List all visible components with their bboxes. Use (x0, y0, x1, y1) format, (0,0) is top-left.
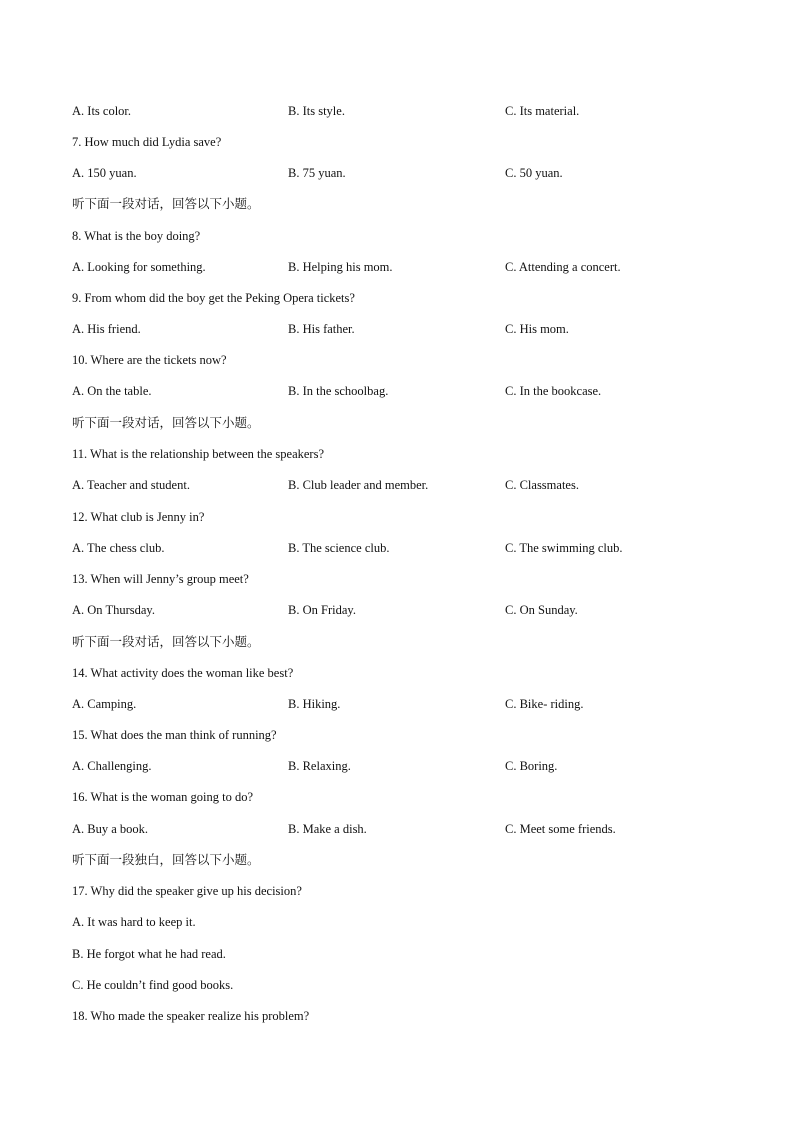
q6-option-a: A. Its color. (72, 104, 132, 118)
q16-option-c: C. Meet some friends. (505, 822, 616, 836)
q9-question: 9. From whom did the boy get the Peking Opera tickets? (72, 291, 355, 305)
q12-option-c: C. The swimming club. (505, 541, 623, 555)
q17-option-c: C. He couldn’t find good books. (72, 978, 234, 992)
q8-option-a: A. Looking for something. (72, 260, 206, 274)
q14-question: 14. What activity does the woman like best? (72, 666, 294, 680)
q15-question: 15. What does the man think of running? (72, 728, 277, 742)
q16-option-b: B. Make a dish. (288, 822, 367, 836)
q17-question: 17. Why did the speaker give up his decision? (72, 884, 302, 898)
q8-question: 8. What is the boy doing? (72, 229, 201, 243)
q15-option-b: B. Relaxing. (288, 759, 351, 773)
q10-options (0, 383, 794, 399)
q12-options (0, 540, 794, 556)
q15-option-a: A. Challenging. (72, 759, 152, 773)
q8-option-b: B. Helping his mom. (288, 260, 393, 274)
q13-question: 13. When will Jenny’s group meet? (72, 572, 249, 586)
q14-option-c: C. Bike- riding. (505, 697, 584, 711)
q9-option-c: C. His mom. (505, 322, 569, 336)
q7-option-b: B. 75 yuan. (288, 166, 346, 180)
section-instruction-4: 听下面一段独白，回答以下小题。 (72, 852, 260, 867)
q9-option-a: A. His friend. (72, 322, 141, 336)
section-instruction-1: 听下面一段对话，回答以下小题。 (72, 196, 260, 211)
q10-question: 10. Where are the tickets now? (72, 353, 227, 367)
q10-option-b: B. In the schoolbag. (288, 384, 389, 398)
q12-option-a: A. The chess club. (72, 541, 165, 555)
q14-option-b: B. Hiking. (288, 697, 341, 711)
q17-option-b: B. He forgot what he had read. (72, 947, 226, 961)
q12-option-b: B. The science club. (288, 541, 390, 555)
q18-question: 18. Who made the speaker realize his problem? (72, 1009, 310, 1023)
q15-option-c: C. Boring. (505, 759, 558, 773)
q8-options (0, 259, 794, 275)
section-instruction-3: 听下面一段对话，回答以下小题。 (72, 634, 260, 649)
q14-option-a: A. Camping. (72, 697, 137, 711)
q16-question: 16. What is the woman going to do? (72, 790, 253, 804)
q13-option-c: C. On Sunday. (505, 603, 578, 617)
q17-option-a: A. It was hard to keep it. (72, 915, 196, 929)
q13-option-b: B. On Friday. (288, 603, 356, 617)
q9-option-b: B. His father. (288, 322, 355, 336)
q7-question: 7. How much did Lydia save? (72, 135, 222, 149)
q11-options (0, 477, 794, 493)
q10-option-a: A. On the table. (72, 384, 152, 398)
q11-option-b: B. Club leader and member. (288, 478, 429, 492)
q10-option-c: C. In the bookcase. (505, 384, 602, 398)
q7-option-c: C. 50 yuan. (505, 166, 563, 180)
q11-question: 11. What is the relationship between the speakers? (72, 447, 325, 461)
q14-options (0, 696, 794, 712)
q8-option-c: C. Attending a concert. (505, 260, 621, 274)
q16-option-a: A. Buy a book. (72, 822, 149, 836)
q12-question: 12. What club is Jenny in? (72, 510, 205, 524)
q16-options (0, 821, 794, 837)
q13-option-a: A. On Thursday. (72, 603, 155, 617)
q7-options (0, 165, 794, 181)
q6-options (0, 103, 794, 119)
q6-option-c: C. Its material. (505, 104, 580, 118)
q11-option-a: A. Teacher and student. (72, 478, 190, 492)
q6-option-b: B. Its style. (288, 104, 345, 118)
q9-options (0, 321, 794, 337)
q11-option-c: C. Classmates. (505, 478, 579, 492)
q13-options (0, 602, 794, 618)
q7-option-a: A. 150 yuan. (72, 166, 137, 180)
section-instruction-2: 听下面一段对话，回答以下小题。 (72, 415, 260, 430)
q15-options (0, 758, 794, 774)
